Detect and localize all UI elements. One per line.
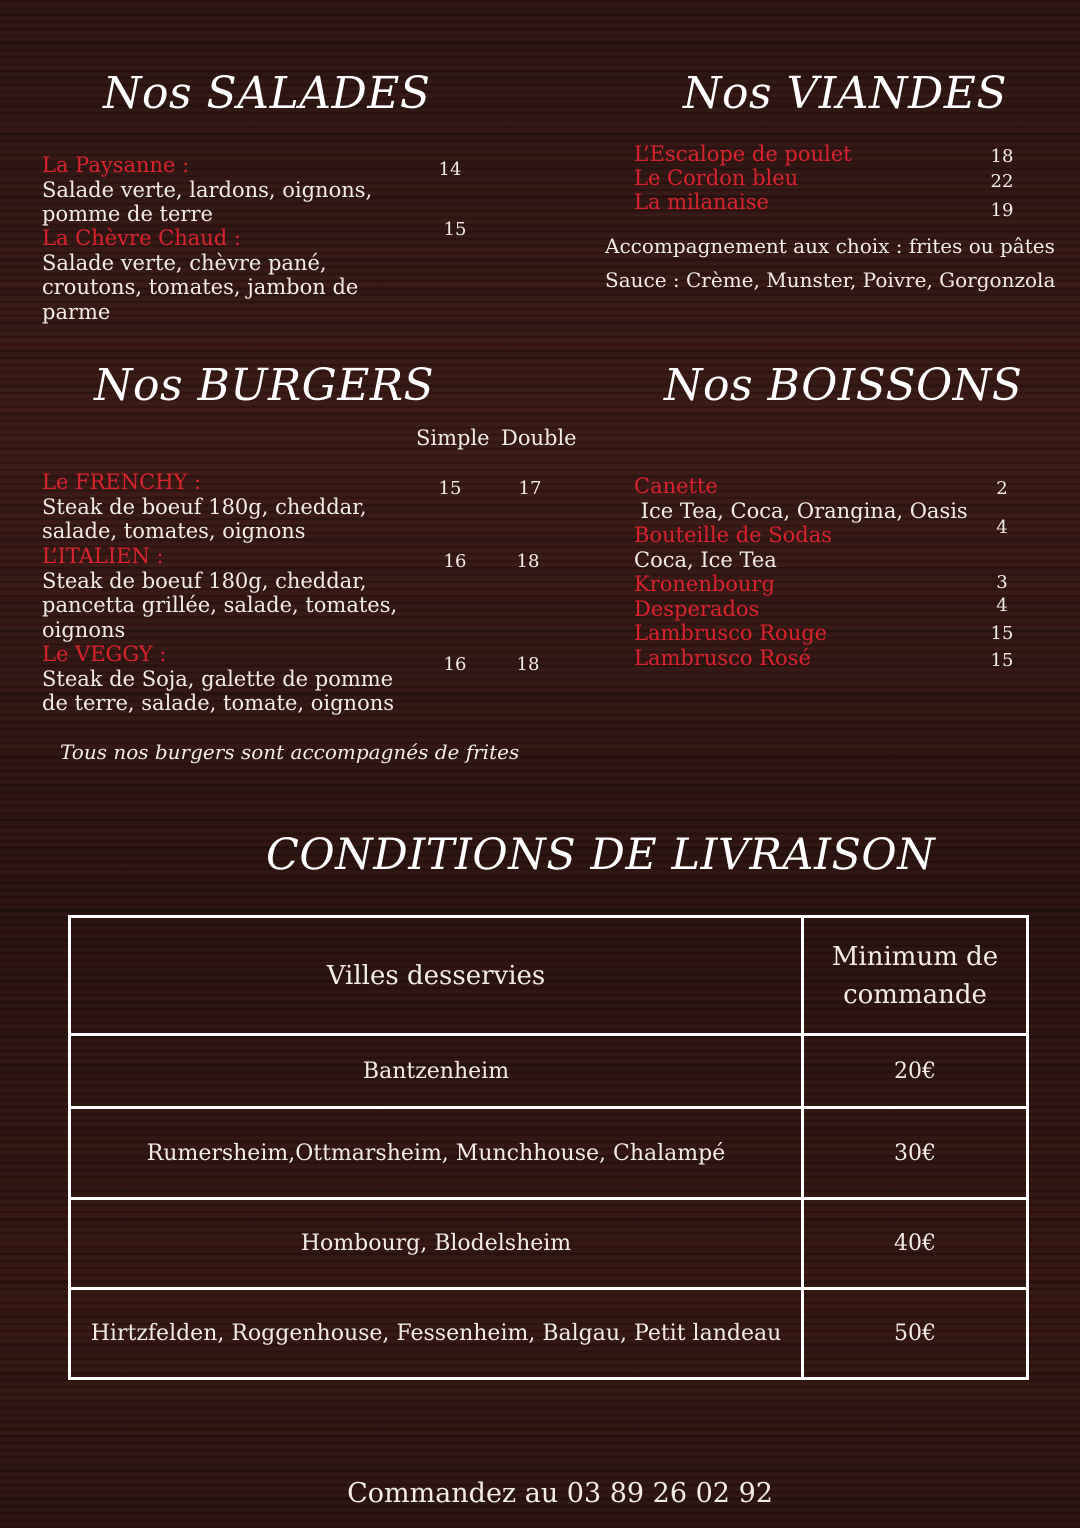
burger-name: Le FRENCHY : (42, 470, 202, 494)
boisson-desc: Ice Tea, Coca, Orangina, Oasis (634, 498, 968, 523)
burgers-col-double: Double (501, 426, 577, 450)
boisson-name: Canette (634, 474, 718, 498)
burgers-col-simple: Simple (416, 426, 490, 450)
table-row (70, 1289, 1028, 1379)
header-villes: Villes desservies (70, 917, 803, 1035)
salade-item (42, 153, 382, 227)
cell-villes: Hirtzfelden, Roggenhouse, Fessenheim, Balgau, Petit landeau (70, 1289, 803, 1379)
boisson-price: 2 (996, 478, 1008, 499)
boisson-desc: Coca, Ice Tea (634, 547, 777, 572)
footer-order-phone: Commandez au 03 89 26 02 92 (347, 1478, 773, 1509)
burger-price-simple: 16 (443, 551, 467, 572)
livraison-table (68, 915, 1029, 1380)
burger-item (42, 470, 402, 544)
burger-price-simple: 16 (443, 654, 467, 675)
boissons-title: Nos BOISSONS (664, 360, 1023, 411)
salade-price: 14 (438, 159, 462, 180)
burger-name: L’ITALIEN : (42, 544, 164, 568)
header-minimum: Minimum de commande (803, 917, 1028, 1035)
cell-villes: Rumersheim,Ottmarsheim, Munchhouse, Chalampé (70, 1108, 803, 1199)
viande-name: Le Cordon bleu (634, 166, 799, 190)
viandes-title: Nos VIANDES (683, 68, 1008, 119)
burger-price-double: 17 (518, 478, 542, 499)
burgers-note: Tous nos burgers sont accompagnés de frites (60, 740, 520, 764)
cell-minimum: 50€ (803, 1289, 1028, 1379)
cell-minimum: 20€ (803, 1035, 1028, 1108)
cell-villes: Hombourg, Blodelsheim (70, 1199, 803, 1289)
boisson-price: 15 (990, 623, 1014, 644)
salade-price: 15 (443, 219, 467, 240)
burger-price-simple: 15 (438, 478, 462, 499)
salade-name: La Chèvre Chaud : (42, 226, 241, 250)
salade-name: La Paysanne : (42, 153, 190, 177)
table-row (70, 1108, 1028, 1199)
table-row (70, 1199, 1028, 1289)
salades-title: Nos SALADES (103, 68, 431, 119)
viande-price: 18 (990, 146, 1014, 167)
livraison-title: CONDITIONS DE LIVRAISON (266, 830, 936, 880)
viande-price: 22 (990, 171, 1014, 192)
burger-desc: Steak de boeuf 180g, cheddar, pancetta grillée, salade, tomates, oignons (42, 568, 398, 642)
burger-price-double: 18 (516, 654, 540, 675)
boisson-name: Desperados (634, 596, 760, 621)
cell-minimum: 30€ (803, 1108, 1028, 1199)
boisson-price: 4 (996, 595, 1008, 616)
boisson-name: Kronenbourg (634, 572, 775, 596)
burger-item (42, 544, 402, 642)
burger-name: Le VEGGY : (42, 642, 167, 666)
boisson-name: Lambrusco Rouge (634, 621, 828, 645)
burger-desc: Steak de boeuf 180g, cheddar, salade, tomates, oignons (42, 494, 367, 543)
burgers-title: Nos BURGERS (94, 360, 435, 411)
boisson-name: Lambrusco Rosé (634, 645, 811, 670)
boisson-price: 3 (996, 572, 1008, 593)
viande-price: 19 (990, 200, 1014, 221)
viande-name: L’Escalope de poulet (634, 142, 852, 166)
table-header-row (70, 917, 1028, 1035)
cell-villes: Bantzenheim (70, 1035, 803, 1108)
boisson-price: 4 (996, 517, 1008, 538)
boisson-name: Bouteille de Sodas (634, 523, 833, 547)
viande-name: La milanaise (634, 190, 769, 214)
cell-minimum: 40€ (803, 1199, 1028, 1289)
boisson-item (634, 474, 974, 670)
burger-item (42, 642, 402, 716)
burger-desc: Steak de Soja, galette de pomme de terre, salade, tomate, oignons (42, 666, 395, 715)
boisson-price: 15 (990, 650, 1014, 671)
viandes-sauce: Sauce : Crème, Munster, Poivre, Gorgonzola (605, 268, 1056, 292)
viandes-accompagnement: Accompagnement aux choix : frites ou pâtes (605, 234, 1055, 258)
salade-desc: Salade verte, lardons, oignons, pomme de terre (42, 177, 373, 226)
salade-desc: Salade verte, chèvre pané, croutons, tomates, jambon de parme (42, 250, 359, 324)
salade-item (42, 226, 382, 324)
burger-price-double: 18 (516, 551, 540, 572)
table-row (70, 1035, 1028, 1108)
